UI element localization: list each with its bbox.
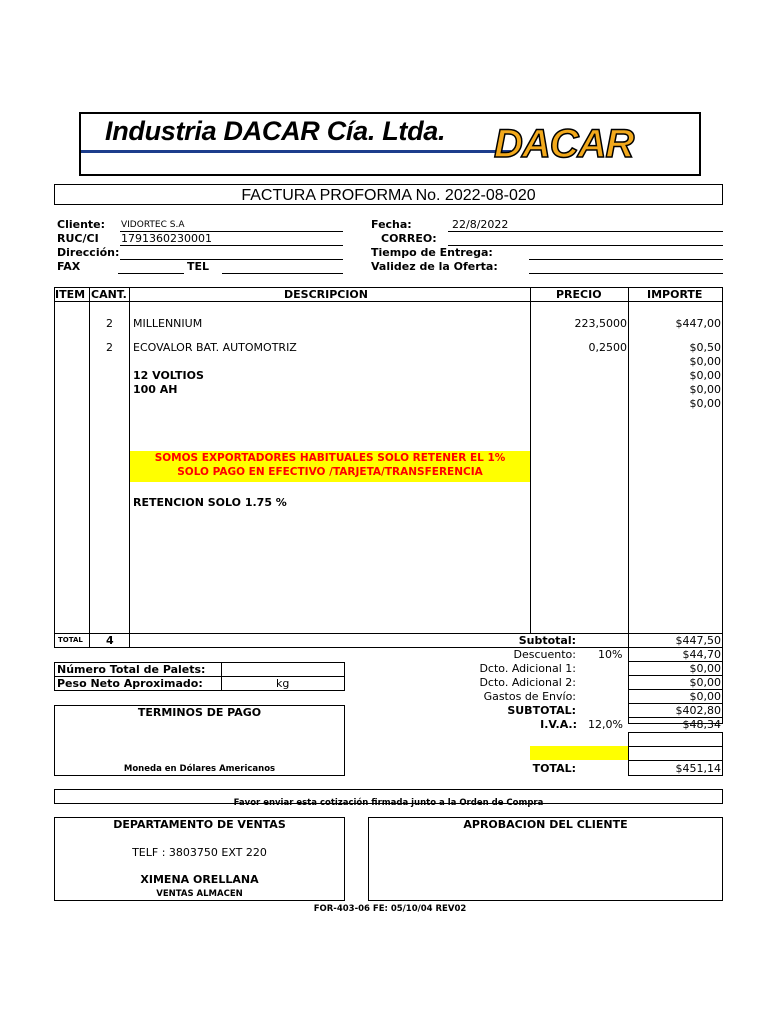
ventas-title: DEPARTAMENTO DE VENTAS: [113, 818, 286, 831]
header-item: ITEM: [55, 288, 86, 301]
row1-importe: $447,00: [675, 317, 721, 330]
descuento-label: Descuento:: [513, 648, 576, 661]
row2-cant: 2: [106, 341, 113, 354]
direccion-label: Dirección:: [57, 246, 120, 259]
tel-underline: [222, 273, 343, 274]
descuento-pct: 10%: [598, 648, 623, 661]
fax-label: FAX: [57, 260, 81, 273]
subtotal2-value: $402,80: [675, 704, 721, 717]
highlight-line-1: SOMOS EXPORTADORES HABITUALES SOLO RETENER EL 1%: [154, 452, 506, 464]
peso-unit: kg: [276, 677, 290, 690]
totals-blank-1: [628, 732, 723, 747]
fax-underline: [118, 273, 184, 274]
dcto1-label: Dcto. Adicional 1:: [479, 662, 576, 675]
table-header-divider: [54, 301, 723, 302]
note-ah: 100 AH: [133, 383, 178, 396]
ventas-telf: TELF : 3803750 EXT 220: [132, 846, 267, 859]
iva-value: $48,34: [682, 718, 721, 731]
envio-label: Gastos de Envío:: [483, 690, 576, 703]
ruc-value: 1791360230001: [121, 232, 212, 245]
row2-desc: ECOVALOR BAT. AUTOMOTRIZ: [133, 341, 297, 354]
total-final-label: TOTAL:: [532, 762, 576, 775]
favor-note: Favor enviar esta cotización firmada junto a la Orden de Compra: [233, 798, 544, 808]
extra-importe-3: $0,00: [689, 383, 721, 396]
palets-col-divider: [221, 662, 222, 691]
total-label: TOTAL: [58, 636, 83, 644]
row2-importe: $0,50: [689, 341, 721, 354]
retencion-note: RETENCION SOLO 1.75 %: [133, 496, 287, 509]
palets-label: Número Total de Palets:: [57, 663, 206, 676]
terminos-moneda: Moneda en Dólares Americanos: [123, 764, 276, 774]
descuento-value: $44,70: [682, 648, 721, 661]
row1-desc: MILLENNIUM: [133, 317, 203, 330]
header-importe: IMPORTE: [647, 288, 703, 301]
fecha-label: Fecha:: [371, 218, 412, 231]
dcto2-label: Dcto. Adicional 2:: [479, 676, 576, 689]
validez-underline: [529, 273, 723, 274]
peso-label: Peso Neto Aproximado:: [57, 677, 203, 690]
terminos-title: TERMINOS DE PAGO: [137, 706, 262, 719]
envio-value: $0,00: [689, 690, 721, 703]
row1-cant: 2: [106, 317, 113, 330]
fecha-value: 22/8/2022: [452, 218, 509, 231]
header-descripcion: DESCRIPCION: [284, 288, 368, 301]
header-cant: CANT.: [91, 288, 127, 301]
header-precio: PRECIO: [556, 288, 602, 301]
company-name: Industria DACAR Cía. Ltda.: [105, 116, 446, 146]
subtotal-label: Subtotal:: [518, 634, 576, 647]
document-title-text: FACTURA PROFORMA No. 2022-08-020: [241, 187, 536, 204]
col-divider-item: [89, 287, 90, 648]
tiempo-label: Tiempo de Entrega:: [371, 246, 493, 259]
note-voltios: 12 VOLTIOS: [133, 369, 204, 382]
logo-banner: [79, 112, 701, 176]
row2-precio: 0,2500: [588, 341, 627, 354]
cliente-value: VIDORTEC S.A: [121, 220, 185, 230]
subtotal2-label: SUBTOTAL:: [507, 704, 576, 717]
total-cant: 4: [106, 634, 114, 647]
table-total-divider: [54, 633, 723, 634]
extra-importe-1: $0,00: [689, 355, 721, 368]
dcto2-value: $0,00: [689, 676, 721, 689]
col-divider-precio: [628, 287, 629, 648]
col-divider-desc: [530, 287, 531, 634]
totals-blank-2: [628, 746, 723, 761]
document-title: [54, 184, 723, 205]
iva-yellow-cell: [530, 746, 628, 760]
direccion-underline: [120, 259, 343, 260]
row1-precio: 223,5000: [574, 317, 627, 330]
brand-logo: DACAR: [494, 122, 634, 166]
highlight-line-2: SOLO PAGO EN EFECTIVO /TARJETA/TRANSFERENCIA: [177, 466, 483, 478]
logo-stripe: [81, 150, 511, 153]
iva-label: I.V.A.:: [540, 718, 577, 731]
aprobacion-title: APROBACION DEL CLIENTE: [463, 818, 628, 831]
ventas-name: XIMENA ORELLANA: [140, 873, 259, 886]
fecha-underline: [448, 231, 723, 232]
ruc-underline: [120, 245, 343, 246]
total-final-value: $451,14: [675, 762, 721, 775]
ruc-label: RUC/CI: [57, 232, 99, 245]
ventas-role: VENTAS ALMACEN: [156, 889, 243, 899]
tiempo-underline: [529, 259, 723, 260]
validez-label: Validez de la Oferta:: [371, 260, 498, 273]
subtotal-value: $447,50: [675, 634, 721, 647]
iva-pct: 12,0%: [588, 718, 623, 731]
extra-importe-2: $0,00: [689, 369, 721, 382]
tel-label: TEL: [187, 260, 210, 273]
favor-note-box: [54, 789, 723, 808]
dcto1-value: $0,00: [689, 662, 721, 675]
form-code: FOR-403-06 FE: 05/10/04 REV02: [313, 904, 467, 914]
cliente-label: Cliente:: [57, 218, 106, 231]
extra-importe-4: $0,00: [689, 397, 721, 410]
correo-label: CORREO:: [381, 232, 437, 245]
